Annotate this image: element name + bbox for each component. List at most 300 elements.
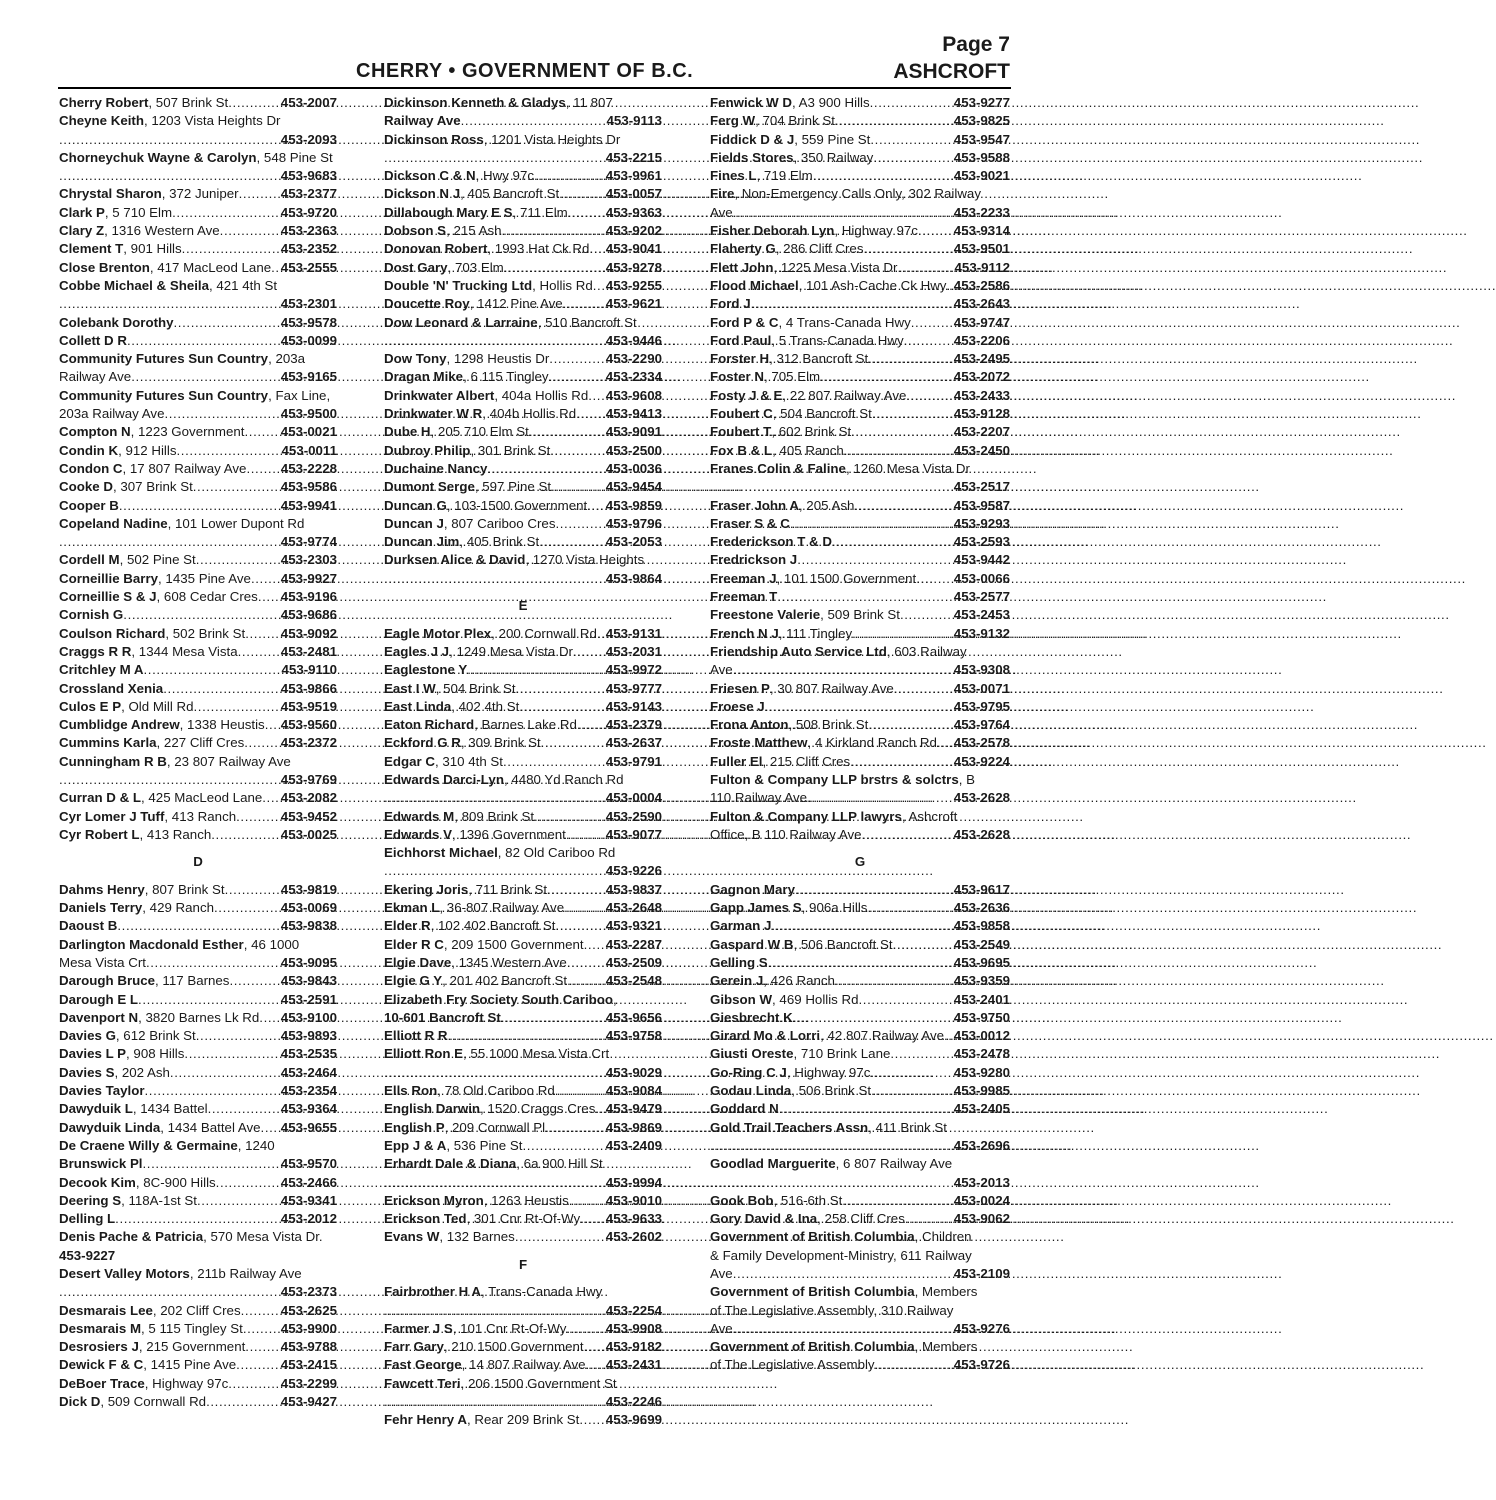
listing-address: , 411 Brink St [868, 1119, 947, 1135]
phone-number: 453-9131 [605, 625, 662, 641]
listing-name: Epp J & A [384, 1137, 447, 1153]
listing-text [384, 1320, 566, 1338]
listing-text [59, 460, 246, 478]
listing-line [384, 917, 662, 935]
phone-number: 453-2354 [280, 1083, 337, 1099]
dot-leader [551, 478, 606, 496]
listing-address: , 405 Bancroft St [460, 186, 560, 202]
listing-text [384, 899, 564, 917]
listing-entry [384, 314, 662, 351]
listing-text [384, 808, 534, 826]
dot-leader [584, 1338, 606, 1356]
listing-line [384, 460, 662, 478]
listing-address: , 203a [268, 351, 306, 367]
phone-number: 453-9110 [281, 662, 337, 678]
listing-text [710, 917, 771, 935]
listing-entry [710, 954, 1010, 972]
listing-text [384, 368, 549, 386]
listing-address: , 201 402 Bancroft St [442, 973, 568, 989]
listing-entry [384, 350, 662, 368]
listing-name: Duncan G [384, 497, 447, 513]
listing-address: , 608 Cedar Cres [156, 589, 258, 605]
listing-entry [710, 917, 1010, 935]
section-heading: D [193, 854, 203, 870]
listing-address: , 205 Ash [798, 497, 855, 513]
listing-line [59, 625, 337, 643]
listing-text [384, 680, 516, 698]
listing-line [384, 387, 662, 405]
listing-address: , 536 Pine St [446, 1137, 523, 1153]
phone-number: 453-2352 [280, 241, 337, 257]
listing-line [59, 881, 337, 899]
listing-entry [384, 442, 662, 460]
listing-name: Davies L P [59, 1046, 127, 1062]
listing-text [710, 1155, 952, 1173]
listing-line [384, 423, 662, 441]
listing-entry [59, 1228, 337, 1265]
listing-address: , 704 Brink St [755, 113, 835, 129]
dot-leader [890, 1045, 953, 1063]
listing-text [384, 1356, 586, 1374]
listing-text [710, 1119, 947, 1137]
listing-line [710, 442, 1010, 460]
listing-address: , 703 Elm [447, 259, 504, 275]
listing-address: , 103-1500 Government [446, 497, 588, 513]
phone-number: 453-2578 [953, 735, 1010, 751]
listing-line [710, 112, 1010, 130]
phone-number: 453-2072 [953, 369, 1010, 385]
phone-number: 453-9699 [605, 1412, 662, 1428]
listing-line [384, 204, 662, 222]
dot-leader [595, 1100, 605, 1118]
listing-text [59, 753, 291, 771]
listing-address: , 1415 Pine Ave [143, 1357, 237, 1373]
phone-number: 453-9633 [605, 1211, 662, 1227]
dot-leader [870, 1064, 953, 1082]
dot-leader [265, 716, 281, 734]
listing-line [710, 1320, 1010, 1338]
phone-number: 453-2013 [953, 1174, 1010, 1190]
listing-name: Davenport N [59, 1009, 139, 1025]
listing-continuation: & Family Development-Ministry, 611 Railway [710, 1247, 972, 1263]
listing-name: Fehr Henry A [384, 1412, 468, 1428]
listing-line [384, 1320, 662, 1338]
listing-address: , 548 Pine St [256, 149, 333, 165]
listing-entry [710, 551, 1010, 569]
listing-name: Ekering Joris [384, 881, 469, 897]
listing-entry [59, 881, 337, 899]
listing-line [59, 771, 337, 789]
listing-name: Condin K [59, 442, 119, 458]
listing-entry [710, 972, 1010, 990]
phone-number: 453-9224 [953, 753, 1010, 769]
listing-line [384, 1356, 662, 1374]
listing-address: , 202 Ash [114, 1064, 170, 1080]
listing-name: Eckford G R [384, 735, 461, 751]
column-2 [384, 94, 662, 1430]
listing-address: , 206 1500 Government St [460, 1375, 617, 1391]
dot-leader [946, 277, 953, 295]
listing-text [384, 497, 587, 515]
dot-leader [577, 716, 606, 734]
listing-line [59, 826, 337, 844]
listing-address: , 404b Hollis Rd [482, 406, 577, 422]
phone-number: 453-2377 [280, 186, 337, 202]
listing-entry [59, 387, 337, 424]
dot-leader [566, 1320, 605, 1338]
listing-text [59, 240, 182, 258]
listing-address: , 1298 Heustis Dr [446, 351, 550, 367]
listing-text [710, 131, 870, 149]
phone-number: 453-2053 [605, 534, 662, 550]
listing-entry [710, 588, 1010, 606]
listing-text [59, 734, 244, 752]
listing-entry [59, 1210, 337, 1228]
listing-name: Daniels Terry [59, 900, 143, 916]
dot-leader [225, 881, 281, 899]
phone-number: 453-9758 [605, 1028, 662, 1044]
dot-leader [893, 936, 954, 954]
listing-line [384, 1393, 662, 1411]
phone-number: 453-2628 [953, 790, 1010, 806]
dot-leader [870, 131, 953, 149]
dot-leader [238, 643, 281, 661]
dot-leader [127, 332, 281, 350]
listing-text [384, 1027, 448, 1045]
dot-leader [208, 1100, 281, 1118]
listing-line [59, 277, 337, 295]
listing-name: Duchaine Nancy [384, 460, 488, 476]
dot-leader [588, 387, 606, 405]
listing-name: Gook Bob [710, 1192, 774, 1208]
listing-text [59, 826, 211, 844]
listing-address: , 215 Government [138, 1339, 246, 1355]
phone-number: 453-9825 [953, 113, 1010, 129]
listing-name: Flood Michael [710, 277, 799, 293]
listing-entry [710, 643, 1010, 680]
phone-number: 453-9720 [280, 204, 337, 220]
dot-leader [566, 826, 606, 844]
phone-number: 453-2549 [953, 936, 1010, 952]
phone-number: 453-2012 [280, 1211, 337, 1227]
phone-number: 453-2602 [605, 1229, 662, 1245]
section-heading: F [518, 1256, 528, 1272]
listing-text [59, 1100, 208, 1118]
dot-leader [246, 460, 280, 478]
listing-line [59, 1210, 337, 1228]
listing-entry [384, 917, 662, 935]
listing-entry [384, 972, 662, 990]
listing-line [59, 1356, 337, 1374]
phone-number: 453-2625 [280, 1302, 337, 1318]
listing-text [710, 368, 820, 386]
phone-number: 453-0025 [280, 826, 337, 842]
dot-leader [59, 295, 281, 313]
listing-entry [710, 680, 1010, 698]
dot-leader [261, 1119, 281, 1137]
dot-leader [503, 753, 606, 771]
listing-address: , 211b Railway Ave [189, 1266, 302, 1281]
dot-leader [117, 917, 280, 935]
listing-line [710, 1137, 1010, 1155]
phone-number: 453-9308 [953, 662, 1010, 678]
listing-text [384, 1082, 555, 1100]
listing-entry [59, 1356, 337, 1374]
listing-line [59, 295, 337, 313]
phone-number: 453-9617 [953, 881, 1010, 897]
listing-entry [710, 1027, 1010, 1045]
listing-entry [59, 185, 337, 203]
listing-entry [710, 497, 1010, 515]
listing-name: Ferg W [710, 113, 756, 129]
listing-text [710, 1045, 890, 1063]
phone-number: 453-2648 [605, 900, 662, 916]
phone-number: 453-2509 [605, 954, 662, 970]
listing-address: , 4 Kirkland Ranch Rd [807, 735, 937, 751]
listing-entry [384, 643, 662, 661]
listing-text [384, 1228, 515, 1246]
listing-entry [384, 1082, 662, 1100]
phone-number: 453-9364 [280, 1101, 337, 1117]
listing-name: Clary Z [59, 223, 105, 239]
listing-line [384, 1411, 662, 1429]
listing-address: , 46 1000 [243, 936, 300, 952]
listing-entry [59, 1375, 337, 1393]
listing-line [384, 680, 662, 698]
listing-text [710, 698, 765, 716]
listing-address: , 101 1500 Government [776, 570, 917, 586]
listing-line [710, 460, 1010, 478]
listing-name: Fulton & Company LLP brstrs & solctrs [710, 771, 959, 787]
phone-number: 453-9588 [953, 149, 1010, 165]
dot-leader [196, 1027, 281, 1045]
phone-number: 453-9972 [605, 662, 662, 678]
phone-number: 453-9985 [953, 1083, 1010, 1099]
listing-name: Foster N [710, 369, 764, 385]
listing-entry [384, 515, 662, 533]
listing-text [384, 551, 644, 569]
dot-leader [206, 1393, 281, 1411]
listing-entry [710, 423, 1010, 441]
listing-continuation: Ave [710, 1266, 733, 1281]
listing-address: , 11 807 [565, 95, 613, 110]
page-number: Page 7 [942, 33, 1010, 56]
listing-address: , 1434 Battel [132, 1101, 208, 1117]
phone-number: 453-9866 [280, 680, 337, 696]
listing-line [710, 808, 1010, 826]
listing-name: Dube H [384, 424, 431, 440]
listing-continuation: 203a Railway Ave [59, 406, 165, 422]
dot-leader [584, 936, 606, 954]
listing-line [710, 277, 1010, 295]
listing-name: Corneillie Barry [59, 570, 159, 586]
dot-leader [567, 972, 606, 990]
dot-leader [916, 570, 954, 588]
listing-address: , 516-6th St [773, 1192, 843, 1208]
dot-leader [710, 478, 954, 496]
listing-address: , Trans-Canada Hwy [481, 1284, 603, 1300]
phone-number: 453-9165 [280, 369, 337, 385]
listing-address: , 1249 Mesa Vista Dr [449, 643, 573, 659]
listing-entry [384, 899, 662, 917]
phone-number: 453-9062 [953, 1211, 1010, 1227]
listing-text [59, 94, 228, 112]
listing-name: Farr Gary [384, 1339, 444, 1355]
phone-number: 453-9029 [605, 1064, 662, 1080]
listing-name: Deering S [59, 1192, 122, 1208]
listing-text [384, 972, 567, 990]
phone-number: 453-9837 [605, 881, 662, 897]
dot-leader [563, 295, 606, 313]
dot-leader [236, 808, 281, 826]
listing-name: Dow Leonard & Larraine [384, 314, 538, 330]
dot-leader [835, 112, 954, 130]
dot-leader [875, 1356, 954, 1374]
phone-number: 453-0036 [605, 460, 662, 476]
listing-address: , Highway 97c [144, 1375, 229, 1391]
phone-number: 453-2500 [605, 442, 662, 458]
dot-leader [545, 1119, 606, 1137]
listing-name: East I W [384, 680, 436, 696]
dot-leader [59, 167, 281, 185]
listing-entry [59, 1174, 337, 1192]
listing-entry [59, 94, 337, 112]
listing-name: Fast George [384, 1357, 462, 1373]
listing-name: Erickson Ted [384, 1211, 467, 1227]
listing-line [710, 625, 1010, 643]
listing-name: DeBoer Trace [59, 1375, 145, 1391]
listing-address: , Fax Line, [268, 387, 331, 403]
phone-number: 453-2555 [280, 259, 337, 275]
dot-leader [143, 1155, 281, 1173]
phone-number: 453-2637 [605, 735, 662, 751]
listing-name: Decook Kim [59, 1174, 136, 1190]
listing-name: Copeland Nadine [59, 515, 168, 531]
listing-address: , 1338 Heustis [179, 717, 265, 733]
dot-leader [384, 789, 606, 807]
phone-number: 453-9278 [605, 259, 662, 275]
listing-entry [710, 368, 1010, 386]
phone-number: 453-2478 [953, 1046, 1010, 1062]
listing-line [59, 753, 337, 771]
listing-address: , 310 4th St [434, 753, 503, 769]
dot-leader [245, 1338, 281, 1356]
dot-leader [765, 698, 954, 716]
phone-number: 453-2495 [953, 351, 1010, 367]
listing-name: Desmarais Lee [59, 1302, 153, 1318]
listing-name: Eaglestone Y [384, 662, 468, 678]
listing-name: Franes Colin & Faline [710, 460, 846, 476]
listing-line [59, 661, 337, 679]
phone-number: 453-9858 [953, 918, 1010, 934]
listing-name: Gapp James S [710, 900, 802, 916]
listing-text [710, 606, 900, 624]
listing-line [710, 1174, 1010, 1192]
listing-line [59, 551, 337, 569]
phone-number: 453-9655 [280, 1119, 337, 1135]
town-name: ASHCROFT [893, 60, 1010, 83]
listing-continuation: 10-601 Bancroft St [384, 1009, 501, 1025]
listing-entry [384, 826, 662, 844]
listing-text [59, 588, 258, 606]
listing-entry [710, 259, 1010, 277]
dot-leader [182, 240, 281, 258]
listing-line [710, 551, 1010, 569]
listing-name: Eichhorst Michael [384, 845, 498, 861]
phone-number: 453-2363 [280, 223, 337, 239]
listing-line [710, 1192, 1010, 1210]
listing-text [710, 94, 870, 112]
listing-line [710, 497, 1010, 515]
listing-name: Froste Matthew [710, 735, 808, 751]
listing-entry [59, 460, 337, 478]
listing-name: Ells Ron [384, 1083, 438, 1099]
phone-number: 453-9893 [280, 1028, 337, 1044]
dot-leader [549, 368, 606, 386]
listing-text [59, 808, 236, 826]
listing-line [384, 991, 662, 1009]
listing-text [59, 1320, 243, 1338]
listing-line [384, 643, 662, 661]
phone-number: 453-9010 [605, 1192, 662, 1208]
phone-number: 453-2409 [605, 1137, 662, 1153]
listing-address: , 912 Hills [118, 442, 177, 458]
listing-text [384, 917, 556, 935]
phone-number: 453-9095 [280, 954, 337, 970]
dot-leader [813, 167, 954, 185]
listing-entry [384, 991, 662, 1028]
dot-leader [835, 972, 954, 990]
listing-name: Fire [710, 186, 735, 202]
listing-line [384, 936, 662, 954]
phone-number: 453-9994 [605, 1174, 662, 1190]
listing-line [710, 680, 1010, 698]
dot-leader [559, 185, 606, 203]
listing-address: , [613, 991, 617, 1007]
phone-number: 453-0004 [605, 790, 662, 806]
phone-number: 453-2301 [280, 296, 337, 312]
listing-line [384, 551, 662, 569]
listing-entry [384, 1137, 662, 1155]
listing-entry [710, 606, 1010, 624]
listing-line [59, 423, 337, 441]
listing-address: , 504 Brink St [435, 680, 516, 696]
dot-leader [586, 1356, 606, 1374]
listing-entry [710, 442, 1010, 460]
listing-line [710, 734, 1010, 752]
listing-text [710, 771, 975, 789]
listing-entry [384, 551, 662, 588]
phone-number: 453-2228 [280, 460, 337, 476]
listing-entry [59, 204, 337, 222]
listing-continuation: Office, B 110 Railway Ave [710, 826, 862, 842]
listing-line [59, 1228, 337, 1246]
listing-text [59, 1064, 170, 1082]
listing-address: , 570 Mesa Vista Dr. [203, 1229, 323, 1245]
listing-text [384, 734, 541, 752]
dot-leader [868, 716, 953, 734]
dot-leader [228, 1375, 281, 1393]
listing-address: , 4 Trans-Canada Hwy [778, 314, 911, 330]
listing-line [384, 1228, 662, 1246]
listing-line [710, 167, 1010, 185]
listing-address: , 506 Brink St [791, 1083, 872, 1099]
listing-text [384, 442, 550, 460]
listing-line [710, 1283, 1010, 1301]
listing-entry [384, 1192, 662, 1210]
listing-line [59, 1100, 337, 1118]
listing-text [384, 771, 623, 789]
